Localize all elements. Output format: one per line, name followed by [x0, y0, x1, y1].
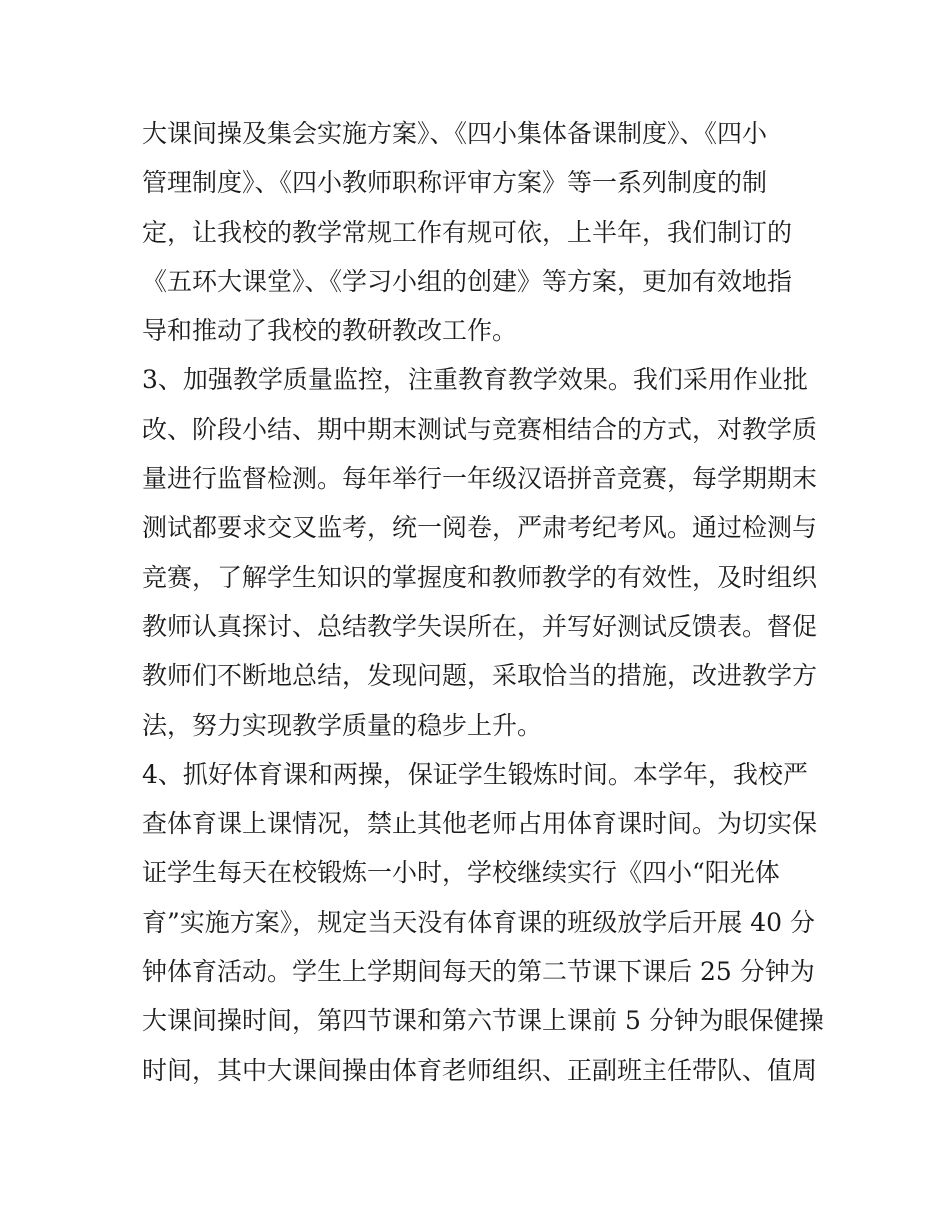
text-line: 《五环大课堂》、《学习小组的创建》等方案，更加有效地指 — [142, 266, 793, 296]
text-line: 教师们不断地总结，发现问题，采取恰当的措施，改进教学方 — [142, 661, 818, 691]
text-line: 教师认真探讨、总结教学失误所在，并写好测试反馈表。督促 — [142, 611, 818, 641]
text-line: 大课间操及集会实施方案》、《四小集体备课制度》、《四小 — [142, 119, 768, 148]
text-line: 4、抓好体育课和两操，保证学生锻炼时间。本学年，我校严 — [142, 759, 808, 789]
text-line: 定，让我校的教学常规工作有规可依，上半年，我们制订的 — [142, 217, 793, 247]
text-line: 育”实施方案》，规定当天没有体育课的班级放学后开展 40 分 — [142, 907, 815, 937]
text-line: 导和推动了我校的教研教改工作。 — [142, 316, 518, 346]
text-line: 改、阶段小结、期中期末测试与竞赛相结合的方式，对教学质 — [142, 414, 818, 444]
text-line: 管理制度》、《四小教师职称评审方案》等一系列制度的制 — [142, 168, 768, 198]
text-line: 时间，其中大课间操由体育老师组织、正副班主任带队、值周 — [142, 1055, 818, 1085]
text-line: 竞赛，了解学生知识的掌握度和教师教学的有效性，及时组织 — [142, 562, 818, 592]
text-line: 钟体育活动。学生上学期间每天的第二节课下课后 25 分钟为 — [142, 957, 815, 987]
text-line: 证学生每天在校锻炼一小时，学校继续实行《四小“阳光体 — [142, 858, 780, 888]
text-line: 测试都要求交叉监考，统一阅卷，严肃考纪考风。通过检测与 — [142, 513, 818, 543]
text-line: 大课间操时间，第四节课和第六节课上课前 5 分钟为眼保健操 — [142, 1006, 824, 1036]
text-line: 3、加强教学质量监控，注重教育教学效果。我们采用作业批 — [142, 365, 808, 395]
body-text — [142, 109, 822, 1095]
text-line: 量进行监督检测。每年举行一年级汉语拼音竞赛，每学期期末 — [142, 464, 818, 494]
text-line: 法，努力实现教学质量的稳步上升。 — [142, 710, 543, 740]
text-line: 查体育课上课情况，禁止其他老师占用体育课时间。为切实保 — [142, 809, 818, 839]
